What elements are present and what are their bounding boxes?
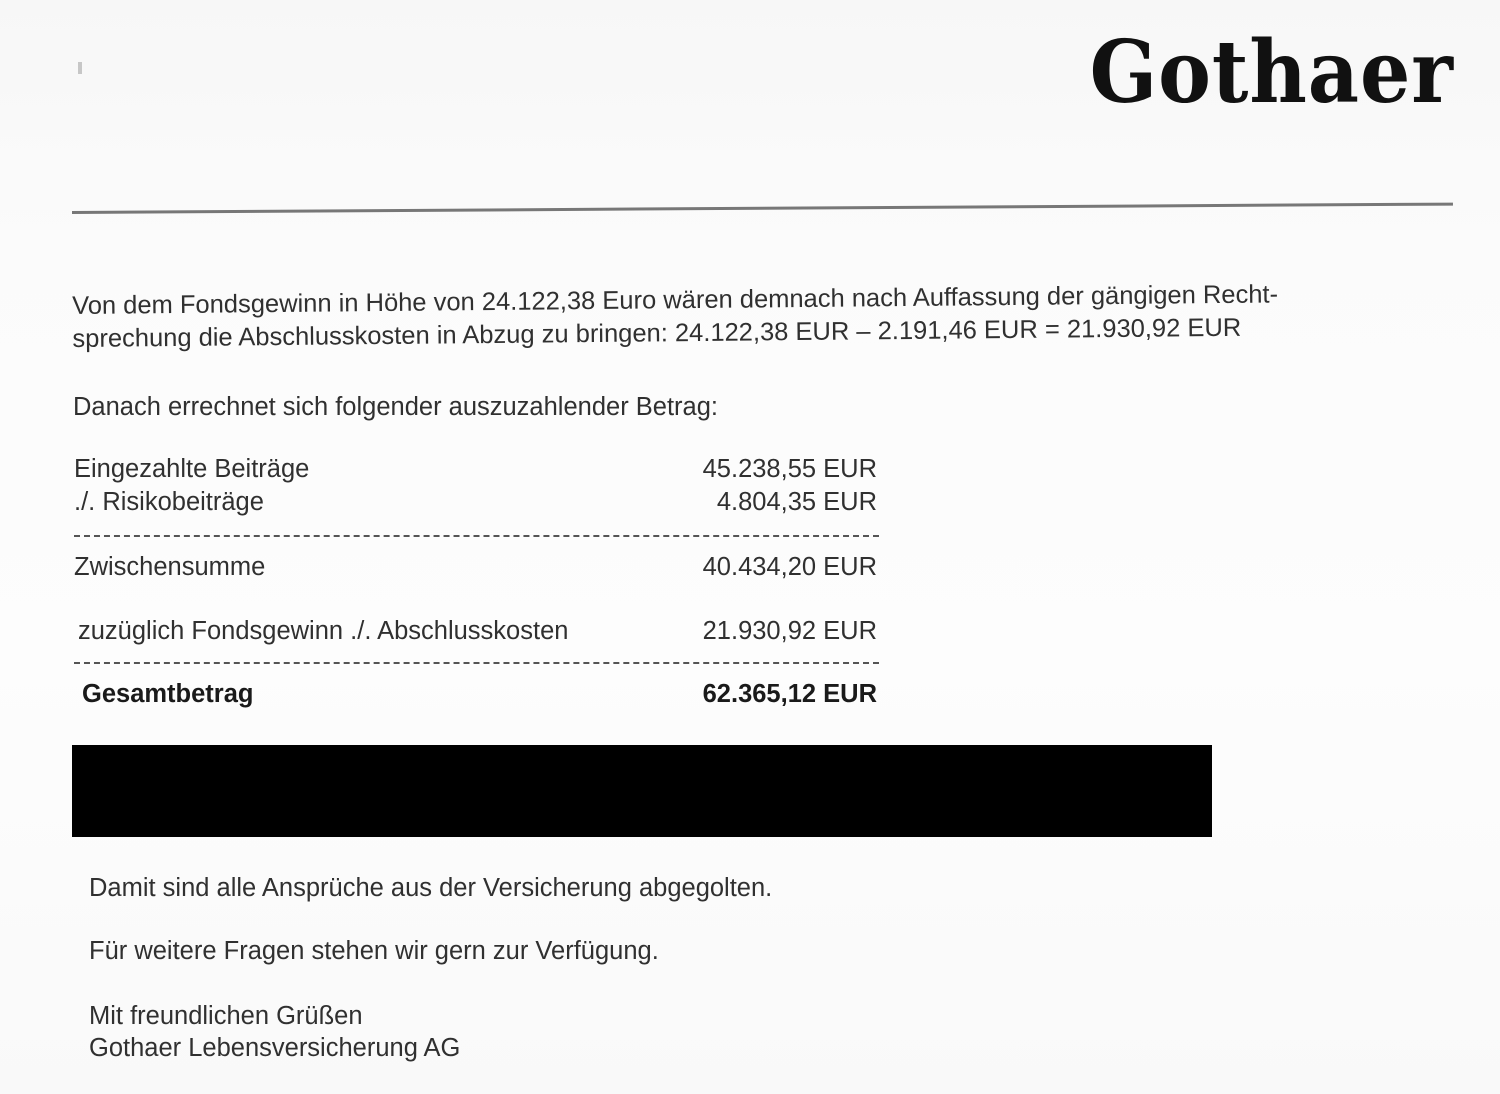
calculation-lead: Danach errechnet sich folgender auszuzahlender Betrag: [73,393,718,421]
closing-line-2: Für weitere Fragen stehen wir gern zur Verfügung. [89,937,659,965]
row-value: 45.238,55 EUR [702,455,877,483]
dashed-divider [74,662,879,664]
header-divider [72,203,1453,214]
closing-line-1: Damit sind alle Ansprüche aus der Versicherung abgegolten. [89,874,773,902]
row-value: 4.804,35 EUR [716,488,877,516]
row-value: 21.930,92 EUR [702,617,877,645]
company-name: Gothaer Lebensversicherung AG [89,1034,461,1062]
row-label: zuzüglich Fondsgewinn ./. Abschlusskosten [78,617,569,645]
intro-paragraph [72,277,1403,356]
signature-block [89,1000,460,1064]
intro-line-1: Von dem Fondsgewinn in Höhe von 24.122,38 Euro wären demnach nach Auffassung der gängigen Recht- [72,280,1279,320]
calculation-table [74,455,879,708]
row-label: ./. Risikobeiträge [74,488,264,516]
closing-offer [89,935,659,967]
total-label: Gesamtbetrag [82,680,254,708]
scan-mark [78,62,82,74]
dashed-divider [74,535,879,537]
row-label: Zwischensumme [74,553,266,581]
row-value: 40.434,20 EUR [702,553,877,581]
table-row [74,455,879,488]
closing-statement [89,872,772,904]
intro-line-2: sprechung die Abschlusskosten in Abzug zu bringen: 24.122,38 EUR – 2.191,46 EUR = 21.930,92 EUR [72,313,1242,353]
table-row [74,553,879,586]
table-row [78,617,879,650]
total-value: 62.365,12 EUR [702,680,877,708]
redaction-bar [72,745,1212,837]
table-row [74,488,879,521]
row-label: Eingezahlte Beiträge [74,455,310,483]
company-logo: Gothaer [1089,22,1454,123]
total-row [82,680,879,713]
greeting: Mit freundlichen Grüßen [89,1002,363,1030]
